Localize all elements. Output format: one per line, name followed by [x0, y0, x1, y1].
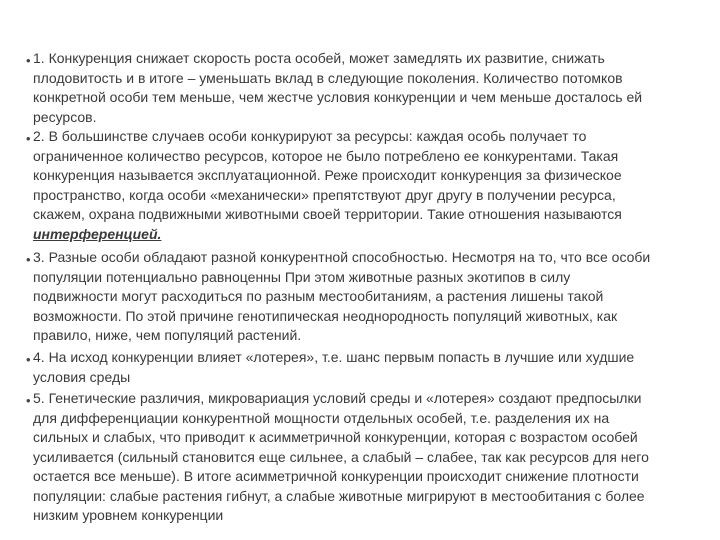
paragraph-5: [33, 389, 693, 526]
text-line: ограниченное количество ресурсов, которое не было потреблено ее конкурентами. Такая: [33, 147, 619, 164]
text-line: пространство, когда особи «механически» препятствуют друг другу в получении ресурса,: [33, 186, 616, 203]
text-line: 4. На исход конкуренции влияет «лотерея», т.е. шанс первым попасть в лучшие или худшие: [33, 349, 635, 365]
text-line: возможности. По этой причине генотипическая неоднородность популяций животных, как: [33, 307, 618, 324]
text-line: скажем, охрана подвижными животными своей территории. Такие отношения называются: [33, 206, 622, 222]
text-line: 1. Конкуренция снижает скорость роста особей, может замедлять их развитие, снижать: [33, 50, 605, 66]
bullet: •: [26, 131, 31, 146]
bullet: •: [26, 352, 31, 367]
text-line: конкуренция называется эксплуатационной. Реже происходит конкуренция за физическое: [33, 167, 622, 183]
paragraph-4: [33, 348, 693, 387]
text-line: конкретной особи тем меньше, чем жестче условия конкуренции и чем меньше досталось ей: [33, 89, 643, 105]
text-line: ресурсов.: [33, 108, 97, 125]
text-line: подвижности могут расходиться по разным местообитаниям, а растения лишены такой: [33, 288, 604, 304]
text-line: плодовитость и в итоге – уменьшать вклад в следующие поколения. Количество потомков: [33, 69, 623, 86]
text-line: остается все меньше). В итоге асимметричной конкуренции происходит снижение плотности: [33, 468, 639, 484]
text-line: популяции: слабые растения гибнут, а слабые животные мигрируют в местообитания с более: [33, 487, 645, 504]
paragraph-3: [33, 248, 693, 346]
bullet: •: [26, 393, 31, 408]
bullet: •: [26, 53, 31, 68]
text-line: усиливается (сильный становится еще сильнее, а слабый – слабее, так как ресурсов для него: [33, 448, 649, 465]
text-line: 2. В большинстве случаев особи конкурируют за ресурсы: каждая особь получает то: [33, 128, 587, 144]
paragraph-2: [33, 127, 693, 244]
text-line: сильных и слабых, что приводит к асимметричной конкуренции, которая с возрастом особей: [33, 429, 638, 445]
paragraph-1: [33, 49, 693, 127]
text-line: 5. Генетические различия, микровариация условий среды и «лотерея» создают предпосылки: [33, 390, 642, 406]
text-line: 3. Разные особи обладают разной конкурентной способностью. Несмотря на то, что все особи: [33, 249, 651, 265]
text-line: условия среды: [33, 368, 131, 385]
emphasized-term: интерференцией.: [33, 225, 162, 242]
text-line: правило, ниже, чем популяций растений.: [33, 327, 302, 343]
text-line: для дифференциации конкурентной мощности отдельных особей, т.е. разделения их на: [33, 409, 610, 426]
bullet: •: [26, 252, 31, 267]
text-line: низким уровнем конкуренции: [33, 507, 224, 523]
text-line: популяции потенциально равноценны При этом животные разных экотипов в силу: [33, 268, 571, 285]
